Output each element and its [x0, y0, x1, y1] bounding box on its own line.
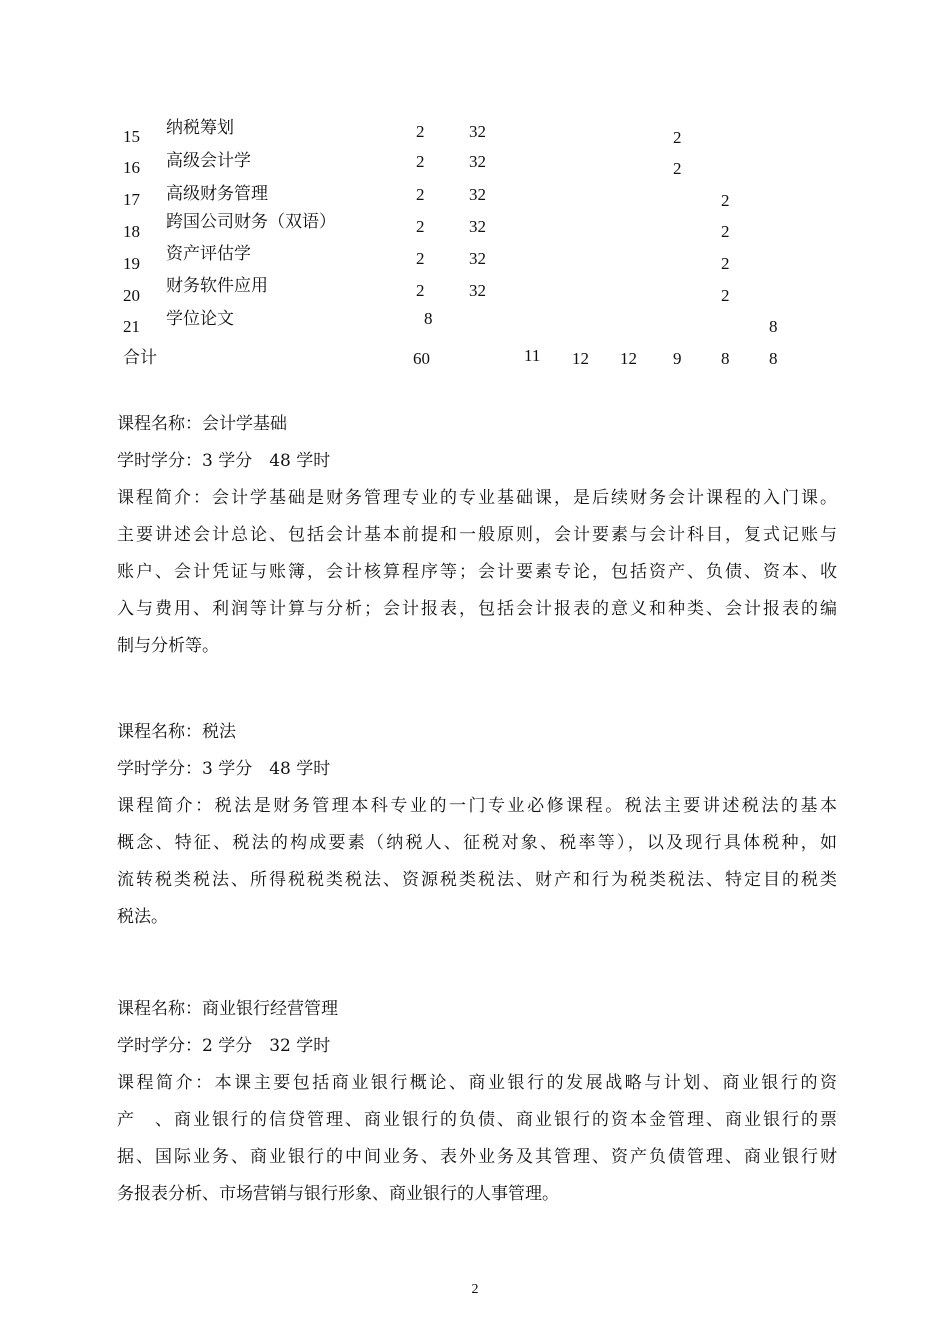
total-semester-5: 12 [620, 349, 637, 368]
credits: 2 [416, 152, 425, 171]
course-section-tax-law [117, 714, 837, 936]
semester-7-value: 2 [721, 222, 730, 241]
row-number: 19 [123, 254, 140, 273]
intro-line: 账户、会计凭证与账簿，会计核算程序等；会计要素专论，包括资产、负债、资本、收 [117, 562, 837, 582]
course-name: 财务软件应用 [166, 276, 268, 296]
row-number: 18 [123, 222, 140, 241]
total-semester-8: 8 [769, 349, 778, 368]
hours: 32 [469, 217, 486, 236]
total-semester-7: 8 [721, 349, 730, 368]
intro-line: 务报表分析、市场营销与银行形象、商业银行的人事管理。 [117, 1184, 559, 1204]
credits: 2 [416, 249, 425, 268]
hours: 32 [469, 152, 486, 171]
intro-line: 课程简介：本课主要包括商业银行概论、商业银行的发展战略与计划、商业银行的资 [117, 1073, 837, 1093]
total-semester-3: 11 [524, 346, 541, 365]
semester-7-value: 2 [721, 254, 730, 273]
credits: 2 [416, 185, 425, 204]
semester-7-value: 2 [721, 191, 730, 210]
hours: 32 [469, 281, 486, 300]
row-number: 15 [123, 127, 140, 146]
hours: 32 [469, 185, 486, 204]
row-number: 16 [123, 158, 140, 177]
intro-line: 产 、商业银行的信贷管理、商业银行的负债、商业银行的资本金管理、商业银行的票 [117, 1110, 837, 1130]
course-credit-line: 学时学分：2 学分 32 学时 [117, 1036, 331, 1056]
semester-6-value: 2 [673, 128, 682, 147]
course-name: 学位论文 [166, 309, 234, 329]
semester-6-value: 2 [673, 159, 682, 178]
hours: 32 [469, 122, 486, 141]
course-name-line: 课程名称：会计学基础 [117, 414, 287, 434]
course-name: 纳税筹划 [166, 118, 234, 138]
credits: 2 [416, 217, 425, 236]
course-name: 跨国公司财务（双语） [166, 212, 336, 232]
intro-line: 税法。 [117, 907, 168, 927]
course-intro [117, 788, 837, 936]
course-name-line: 课程名称：税法 [117, 722, 236, 742]
course-credit-line: 学时学分：3 学分 48 学时 [117, 759, 331, 779]
credits: 8 [424, 309, 433, 328]
course-name-line: 课程名称：商业银行经营管理 [117, 999, 338, 1019]
intro-line: 制与分析等。 [117, 636, 219, 656]
hours: 32 [469, 249, 486, 268]
intro-line: 课程简介：税法是财务管理本科专业的一门专业必修课程。税法主要讲述税法的基本 [117, 796, 837, 816]
semester-7-value: 2 [721, 286, 730, 305]
total-credits: 60 [413, 349, 430, 368]
intro-line: 入与费用、利润等计算与分析；会计报表，包括会计报表的意义和种类、会计报表的编 [117, 599, 837, 619]
course-intro [117, 480, 837, 665]
total-label: 合计 [123, 348, 157, 368]
course-section-commercial-bank [117, 991, 837, 1213]
intro-line: 据、国际业务、商业银行的中间业务、表外业务及其管理、资产负债管理、商业银行财 [117, 1147, 837, 1167]
intro-line: 课程简介：会计学基础是财务管理专业的专业基础课，是后续财务会计课程的入门课。 [117, 488, 837, 508]
course-name: 高级财务管理 [166, 184, 268, 204]
total-semester-4: 12 [572, 349, 589, 368]
intro-line: 概念、特征、税法的构成要素（纳税人、征税对象、税率等），以及现行具体税种，如 [117, 833, 837, 853]
semester-8-value: 8 [769, 317, 778, 336]
course-name: 高级会计学 [166, 151, 251, 171]
intro-line: 主要讲述会计总论、包括会计基本前提和一般原则，会计要素与会计科目，复式记账与 [117, 525, 837, 545]
row-number: 20 [123, 286, 140, 305]
course-name: 资产评估学 [166, 244, 251, 264]
credits: 2 [416, 281, 425, 300]
row-number: 17 [123, 190, 140, 209]
intro-line: 流转税类税法、所得税税类税法、资源税类税法、财产和行为税类税法、特定目的税类 [117, 870, 837, 890]
credits: 2 [416, 122, 425, 141]
course-section-accounting [117, 406, 837, 665]
page-number: 2 [471, 1282, 479, 1297]
course-credit-line: 学时学分：3 学分 48 学时 [117, 451, 331, 471]
course-intro [117, 1065, 837, 1213]
total-semester-6: 9 [673, 349, 682, 368]
row-number: 21 [123, 317, 140, 336]
